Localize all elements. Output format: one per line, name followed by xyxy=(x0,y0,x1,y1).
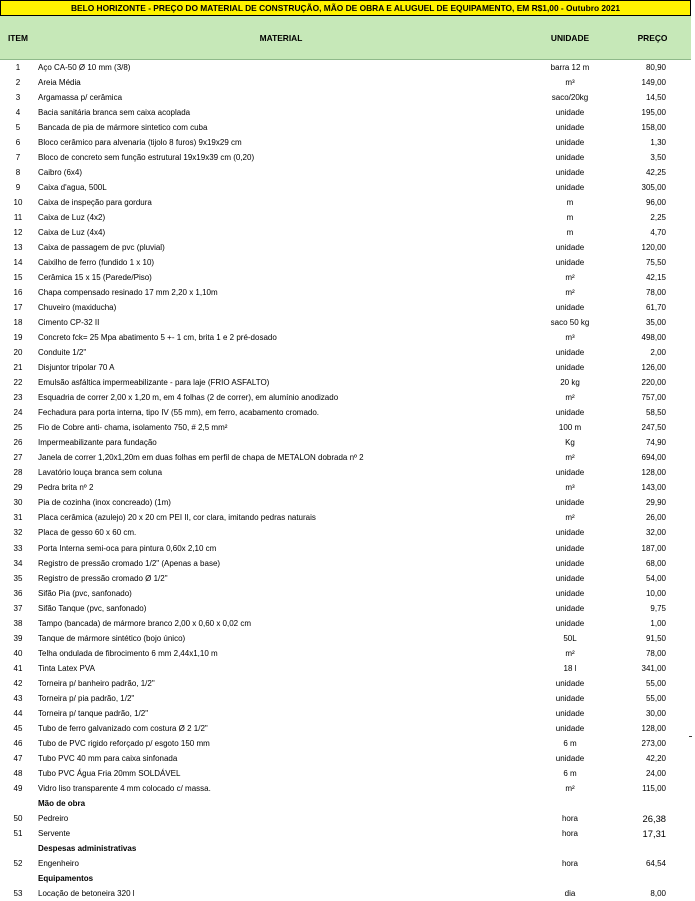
cell-item: 34 xyxy=(13,558,23,568)
cell-preco xyxy=(614,871,666,886)
cell-unidade: unidade xyxy=(555,468,585,478)
cell-unidade: m xyxy=(566,198,574,208)
cell-preco: 29,90 xyxy=(645,498,666,508)
cell-preco xyxy=(614,796,666,811)
cell-preco: 10,00 xyxy=(645,588,666,598)
cell-material: Sifão Tanque (pvc, sanfonado) xyxy=(38,603,147,613)
cell-item: 40 xyxy=(13,648,23,658)
cell-item: 6 xyxy=(15,138,21,148)
cell-unidade: unidade xyxy=(555,183,585,193)
cell-material: Chuveiro (maxiducha) xyxy=(38,303,117,313)
cell-preco: 143,00 xyxy=(641,483,666,493)
sheet-title: BELO HORIZONTE - PREÇO DO MATERIAL DE CONSTRUÇÃO, MÃO DE OBRA E ALUGUEL DE EQUIPAMENTO, EM R$1,00 - Outubro 2021 xyxy=(0,0,691,16)
table-row xyxy=(0,180,691,195)
cell-unidade: m² xyxy=(565,783,575,793)
cell-material: Telha ondulada de fibrocimento 6 mm 2,44x1,10 m xyxy=(38,648,218,658)
table-row xyxy=(0,240,691,255)
cell-unidade: unidade xyxy=(555,708,585,718)
table-row xyxy=(0,781,691,796)
table-row xyxy=(0,150,691,165)
cell-item: 44 xyxy=(13,708,23,718)
cell-unidade xyxy=(526,841,614,856)
margin-tick xyxy=(689,736,692,737)
cell-unidade: unidade xyxy=(555,243,585,253)
cell-preco: 694,00 xyxy=(641,453,666,463)
cell-item: 9 xyxy=(15,183,21,193)
cell-preco: 187,00 xyxy=(641,543,666,553)
cell-material: Registro de pressão cromado 1/2" (Apenas a base) xyxy=(38,558,221,568)
cell-unidade: Kg xyxy=(565,438,575,448)
cell-unidade: unidade xyxy=(555,363,585,373)
cell-unidade: hora xyxy=(561,858,578,868)
header-preco: PREÇO xyxy=(637,33,668,43)
cell-unidade: m² xyxy=(565,513,575,523)
table-row xyxy=(0,601,691,616)
cell-item: 42 xyxy=(13,678,23,688)
cell-item: 24 xyxy=(13,408,23,418)
cell-item: 18 xyxy=(13,318,23,328)
table-row xyxy=(0,631,691,646)
cell-material: Tubo de PVC rigido reforçado p/ esgoto 150 mm xyxy=(38,738,210,748)
cell-material: Pedreiro xyxy=(38,813,69,823)
cell-preco: 2,00 xyxy=(650,348,666,358)
cell-preco: 247,50 xyxy=(641,423,666,433)
cell-unidade: m² xyxy=(565,288,575,298)
cell-unidade: unidade xyxy=(555,303,585,313)
cell-preco: 58,50 xyxy=(645,408,666,418)
cell-material: Torneira p/ tanque padrão, 1/2" xyxy=(38,708,149,718)
cell-material: Caixa d'agua, 500L xyxy=(38,183,107,193)
table-row xyxy=(0,661,691,676)
table-row xyxy=(0,270,691,285)
cell-item: 2 xyxy=(15,78,21,88)
cell-item: 11 xyxy=(13,213,23,223)
cell-item: 48 xyxy=(13,768,23,778)
table-row xyxy=(0,886,691,901)
cell-preco: 115,00 xyxy=(642,783,666,793)
cell-material: Areia Média xyxy=(38,78,81,88)
cell-preco: 1,30 xyxy=(650,138,666,148)
cell-preco xyxy=(614,841,666,856)
table-row xyxy=(0,390,691,405)
table-row xyxy=(0,751,691,766)
table-row xyxy=(0,525,691,540)
cell-material: Tubo PVC Água Fria 20mm SOLDÁVEL xyxy=(38,768,181,778)
cell-item xyxy=(0,796,36,811)
cell-unidade: 50L xyxy=(563,633,577,643)
cell-unidade: unidade xyxy=(555,693,585,703)
cell-unidade: m³ xyxy=(565,483,575,493)
cell-unidade: unidade xyxy=(555,408,585,418)
cell-item: 51 xyxy=(13,828,23,838)
cell-material: Fechadura para porta interna, tipo IV (55 mm), em ferro, acabamento cromado. xyxy=(38,408,320,418)
table-row xyxy=(0,360,691,375)
cell-item: 52 xyxy=(13,858,23,868)
cell-unidade xyxy=(526,871,614,886)
cell-preco: 68,00 xyxy=(645,558,666,568)
cell-material: Caixilho de ferro (fundido 1 x 10) xyxy=(38,258,155,268)
table-row xyxy=(0,556,691,571)
cell-unidade: unidade xyxy=(555,543,585,553)
table-row xyxy=(0,105,691,120)
cell-preco: 120,00 xyxy=(641,243,666,253)
table-row xyxy=(0,856,691,871)
table-row xyxy=(0,495,691,510)
table-row xyxy=(0,826,691,841)
cell-item: 46 xyxy=(13,738,23,748)
cell-item: 21 xyxy=(13,363,23,373)
cell-preco: 35,00 xyxy=(645,318,666,328)
cell-material: Bacia sanitária branca sem caixa acoplada xyxy=(38,108,191,118)
cell-unidade: unidade xyxy=(555,618,585,628)
table-row xyxy=(0,135,691,150)
table-row xyxy=(0,736,691,751)
table-row xyxy=(0,450,691,465)
cell-material: Caixa de passagem de pvc (pluvial) xyxy=(38,243,165,253)
cell-material: Caixa de Luz (4x4) xyxy=(38,228,106,238)
cell-item: 45 xyxy=(13,723,23,733)
table-row xyxy=(0,420,691,435)
cell-item: 7 xyxy=(15,153,21,163)
cell-material: Pia de cozinha (inox concreado) (1m) xyxy=(38,498,171,508)
cell-unidade: unidade xyxy=(555,528,585,538)
cell-unidade: unidade xyxy=(555,348,585,358)
table-row xyxy=(0,300,691,315)
table-row xyxy=(0,571,691,586)
cell-item: 35 xyxy=(13,573,23,583)
cell-preco: 55,00 xyxy=(645,693,666,703)
cell-preco: 126,00 xyxy=(641,363,666,373)
cell-item: 16 xyxy=(13,288,23,298)
table-row xyxy=(0,616,691,631)
cell-item: 23 xyxy=(13,393,23,403)
cell-unidade: m² xyxy=(565,393,575,403)
cell-unidade: m³ xyxy=(565,333,575,343)
cell-unidade: hora xyxy=(561,813,578,823)
cell-preco: 78,00 xyxy=(645,288,666,298)
table-row xyxy=(0,405,691,420)
cell-unidade: 6 m xyxy=(563,768,577,778)
cell-unidade: unidade xyxy=(555,108,585,118)
cell-unidade: unidade xyxy=(555,153,585,163)
cell-material: Placa cerâmica (azulejo) 20 x 20 cm PEI II, cor clara, imitando pedras naturais xyxy=(38,513,316,523)
cell-material: Emulsão asfáltica impermeabilizante - para laje (FRIO ASFALTO) xyxy=(38,378,270,388)
cell-unidade: unidade xyxy=(555,753,585,763)
cell-material: Porta Interna semi-oca para pintura 0,60x 2,10 cm xyxy=(38,543,217,553)
cell-item: 50 xyxy=(13,813,23,823)
cell-item: 43 xyxy=(13,693,23,703)
cell-preco: 8,00 xyxy=(650,888,666,898)
table-row xyxy=(0,646,691,661)
cell-item: 10 xyxy=(13,198,23,208)
cell-preco: 26,38 xyxy=(642,812,666,824)
table-row xyxy=(0,90,691,105)
table-row xyxy=(0,315,691,330)
cell-material: Tinta Latex PVA xyxy=(38,663,95,673)
table-row xyxy=(0,586,691,601)
cell-unidade: saco 50 kg xyxy=(550,318,590,328)
cell-preco: 24,00 xyxy=(645,768,666,778)
cell-item xyxy=(0,871,36,886)
cell-item: 26 xyxy=(13,438,23,448)
section-row xyxy=(0,871,691,886)
cell-item: 5 xyxy=(15,123,21,133)
cell-preco: 128,00 xyxy=(641,723,666,733)
cell-material: Vidro liso transparente 4 mm colocado c/ massa. xyxy=(38,783,211,793)
cell-preco: 195,00 xyxy=(641,108,666,118)
cell-item: 17 xyxy=(13,303,23,313)
cell-unidade: 20 kg xyxy=(560,378,580,388)
header-unidade: UNIDADE xyxy=(550,33,590,43)
cell-unidade: unidade xyxy=(555,498,585,508)
cell-material: Caibro (6x4) xyxy=(38,168,83,178)
cell-preco: 91,50 xyxy=(645,633,666,643)
header-material: MATERIAL xyxy=(259,33,303,43)
cell-material: Placa de gesso 60 x 60 cm. xyxy=(38,528,137,538)
cell-unidade: unidade xyxy=(555,258,585,268)
cell-item: 15 xyxy=(13,273,23,283)
cell-item: 33 xyxy=(13,543,23,553)
cell-item: 20 xyxy=(13,348,23,358)
cell-item: 37 xyxy=(13,603,23,613)
cell-unidade: unidade xyxy=(555,138,585,148)
cell-material: Engenheiro xyxy=(38,858,79,868)
cell-material: Despesas administrativas xyxy=(38,843,137,853)
cell-material: Locação de betoneira 320 l xyxy=(38,888,135,898)
cell-preco: 158,00 xyxy=(641,123,666,133)
cell-preco: 64,54 xyxy=(645,858,666,868)
cell-preco: 128,00 xyxy=(641,468,666,478)
cell-preco: 61,70 xyxy=(645,303,666,313)
cell-item: 38 xyxy=(13,618,23,628)
cell-unidade: unidade xyxy=(555,588,585,598)
cell-item: 39 xyxy=(13,633,23,643)
cell-preco: 9,75 xyxy=(650,603,666,613)
cell-item: 25 xyxy=(13,423,23,433)
cell-material: Impermeabilizante para fundação xyxy=(38,438,157,448)
cell-material: Conduite 1/2" xyxy=(38,348,87,358)
table-row xyxy=(0,165,691,180)
cell-unidade: m² xyxy=(565,453,575,463)
cell-unidade: barra 12 m xyxy=(550,63,590,72)
cell-preco: 74,90 xyxy=(645,438,666,448)
cell-item xyxy=(0,841,36,856)
cell-item: 13 xyxy=(13,243,23,253)
cell-preco: 3,50 xyxy=(650,153,666,163)
cell-material: Tampo (bancada) de mármore branco 2,00 x 0,60 x 0,02 cm xyxy=(38,618,251,628)
cell-item: 12 xyxy=(13,228,23,238)
cell-item: 41 xyxy=(13,663,23,673)
table-row xyxy=(0,706,691,721)
cell-material: Lavatório louça branca sem coluna xyxy=(38,468,163,478)
cell-preco: 26,00 xyxy=(645,513,666,523)
cell-unidade: unidade xyxy=(555,678,585,688)
cell-unidade: unidade xyxy=(555,573,585,583)
table-row xyxy=(0,480,691,495)
cell-preco: 17,31 xyxy=(642,827,666,839)
table-row xyxy=(0,435,691,450)
cell-unidade: m³ xyxy=(565,78,575,88)
cell-preco: 75,50 xyxy=(645,258,666,268)
cell-item: 31 xyxy=(13,513,23,523)
table-row xyxy=(0,676,691,691)
cell-material: Bloco de concreto sem função estrutural 19x19x39 cm (0,20) xyxy=(38,153,255,163)
cell-unidade: hora xyxy=(561,828,578,838)
cell-item: 30 xyxy=(13,498,23,508)
cell-material: Torneira p/ banheiro padrão, 1/2" xyxy=(38,678,155,688)
cell-preco: 32,00 xyxy=(645,528,666,538)
cell-material: Tubo PVC 40 mm para caixa sinfonada xyxy=(38,753,178,763)
cell-unidade: m² xyxy=(565,648,575,658)
table-header xyxy=(0,16,691,60)
cell-unidade: saco/20kg xyxy=(551,93,589,103)
table-row xyxy=(0,120,691,135)
cell-item: 14 xyxy=(13,258,23,268)
cell-material: Cerâmica 15 x 15 (Parede/Piso) xyxy=(38,273,152,283)
cell-item: 4 xyxy=(15,108,21,118)
cell-unidade: unidade xyxy=(555,558,585,568)
cell-unidade: unidade xyxy=(555,168,585,178)
cell-preco: 14,50 xyxy=(645,93,666,103)
cell-unidade: dia xyxy=(564,888,576,898)
cell-unidade: m xyxy=(566,228,574,238)
cell-preco: 55,00 xyxy=(645,678,666,688)
cell-material: Fio de Cobre anti- chama, isolamento 750, # 2,5 mm² xyxy=(38,423,228,433)
cell-material: Torneira p/ pia padrão, 1/2" xyxy=(38,693,135,703)
cell-material: Aço CA-50 Ø 10 mm (3/8) xyxy=(38,63,131,72)
table-row xyxy=(0,60,691,75)
table-row xyxy=(0,691,691,706)
cell-unidade: m² xyxy=(565,273,575,283)
table-row xyxy=(0,330,691,345)
table-row xyxy=(0,541,691,556)
cell-preco: 78,00 xyxy=(645,648,666,658)
cell-item: 3 xyxy=(15,93,21,103)
cell-material: Esquadria de correr 2,00 x 1,20 m, em 4 folhas (2 de correr), em alumínio anodizado xyxy=(38,393,339,403)
cell-material: Tanque de mármore sintético (bojo único) xyxy=(38,633,186,643)
cell-material: Pedra brita nº 2 xyxy=(38,483,94,493)
cell-item: 29 xyxy=(13,483,23,493)
cell-material: Mão de obra xyxy=(38,798,86,808)
cell-item: 22 xyxy=(13,378,23,388)
table-row xyxy=(0,811,691,826)
table-row xyxy=(0,465,691,480)
cell-material: Tubo de ferro galvanizado com costura Ø 2 1/2" xyxy=(38,723,208,733)
cell-material: Caixa de Luz (4x2) xyxy=(38,213,106,223)
header-item: ITEM xyxy=(7,33,28,43)
table-row xyxy=(0,75,691,90)
table-row xyxy=(0,195,691,210)
cell-item: 49 xyxy=(13,783,23,793)
cell-material: Chapa compensado resinado 17 mm 2,20 x 1,10m xyxy=(38,288,218,298)
table-row xyxy=(0,721,691,736)
cell-item: 53 xyxy=(13,888,23,898)
table-row xyxy=(0,345,691,360)
cell-preco: 220,00 xyxy=(641,378,666,388)
cell-preco: 42,25 xyxy=(645,168,666,178)
cell-item: 47 xyxy=(13,753,23,763)
cell-item: 32 xyxy=(13,528,23,538)
cell-unidade xyxy=(526,796,614,811)
cell-material: Bloco cerâmico para alvenaria (tijolo 8 furos) 9x19x29 cm xyxy=(38,138,242,148)
table-body xyxy=(0,60,691,901)
cell-preco: 498,00 xyxy=(641,333,666,343)
cell-item: 27 xyxy=(13,453,23,463)
cell-material: Registro de pressão cromado Ø 1/2" xyxy=(38,573,168,583)
cell-preco: 1,00 xyxy=(650,618,666,628)
cell-unidade: unidade xyxy=(555,603,585,613)
cell-preco: 757,00 xyxy=(641,393,666,403)
table-row xyxy=(0,285,691,300)
section-row xyxy=(0,796,691,811)
cell-preco: 149,00 xyxy=(641,78,666,88)
table-row xyxy=(0,225,691,240)
table-row xyxy=(0,375,691,390)
cell-material: Caixa de inspeção para gordura xyxy=(38,198,152,208)
cell-preco: 4,70 xyxy=(650,228,666,238)
cell-unidade: unidade xyxy=(555,123,585,133)
cell-material: Bancada de pia de mármore sintetico com cuba xyxy=(38,123,208,133)
cell-unidade: 6 m xyxy=(563,738,577,748)
cell-preco: 305,00 xyxy=(641,183,666,193)
cell-preco: 42,20 xyxy=(645,753,666,763)
cell-item: 36 xyxy=(13,588,23,598)
cell-preco: 273,00 xyxy=(641,738,666,748)
cell-preco: 2,25 xyxy=(650,213,666,223)
cell-preco: 341,00 xyxy=(641,663,666,673)
cell-unidade: m xyxy=(566,213,574,223)
cell-unidade: 100 m xyxy=(558,423,582,433)
cell-unidade: unidade xyxy=(555,723,585,733)
cell-preco: 54,00 xyxy=(645,573,666,583)
cell-preco: 96,00 xyxy=(645,198,666,208)
cell-item: 8 xyxy=(15,168,21,178)
cell-material: Cimento CP-32 II xyxy=(38,318,100,328)
cell-material: Sifão Pia (pvc, sanfonado) xyxy=(38,588,132,598)
section-row xyxy=(0,841,691,856)
cell-item: 28 xyxy=(13,468,23,478)
table-row xyxy=(0,766,691,781)
cell-preco: 42,15 xyxy=(645,273,666,283)
cell-material: Disjuntor tripolar 70 A xyxy=(38,363,115,373)
cell-material: Equipamentos xyxy=(38,873,94,883)
cell-material: Servente xyxy=(38,828,71,838)
table-row xyxy=(0,255,691,270)
cell-preco: 30,00 xyxy=(645,708,666,718)
cell-unidade: 18 l xyxy=(563,663,577,673)
table-row xyxy=(0,210,691,225)
cell-item: 19 xyxy=(13,333,23,343)
cell-material: Janela de correr 1,20x1,20m em duas folhas em perfil de chapa de METALON dobrada nº 2 xyxy=(38,453,364,463)
cell-preco: 80,90 xyxy=(645,63,666,72)
cell-item: 1 xyxy=(15,63,21,72)
cell-material: Argamassa p/ cerâmica xyxy=(38,93,123,103)
cell-material: Concreto fck= 25 Mpa abatimento 5 +- 1 cm, brita 1 e 2 pré-dosado xyxy=(38,333,277,343)
table-row xyxy=(0,510,691,525)
